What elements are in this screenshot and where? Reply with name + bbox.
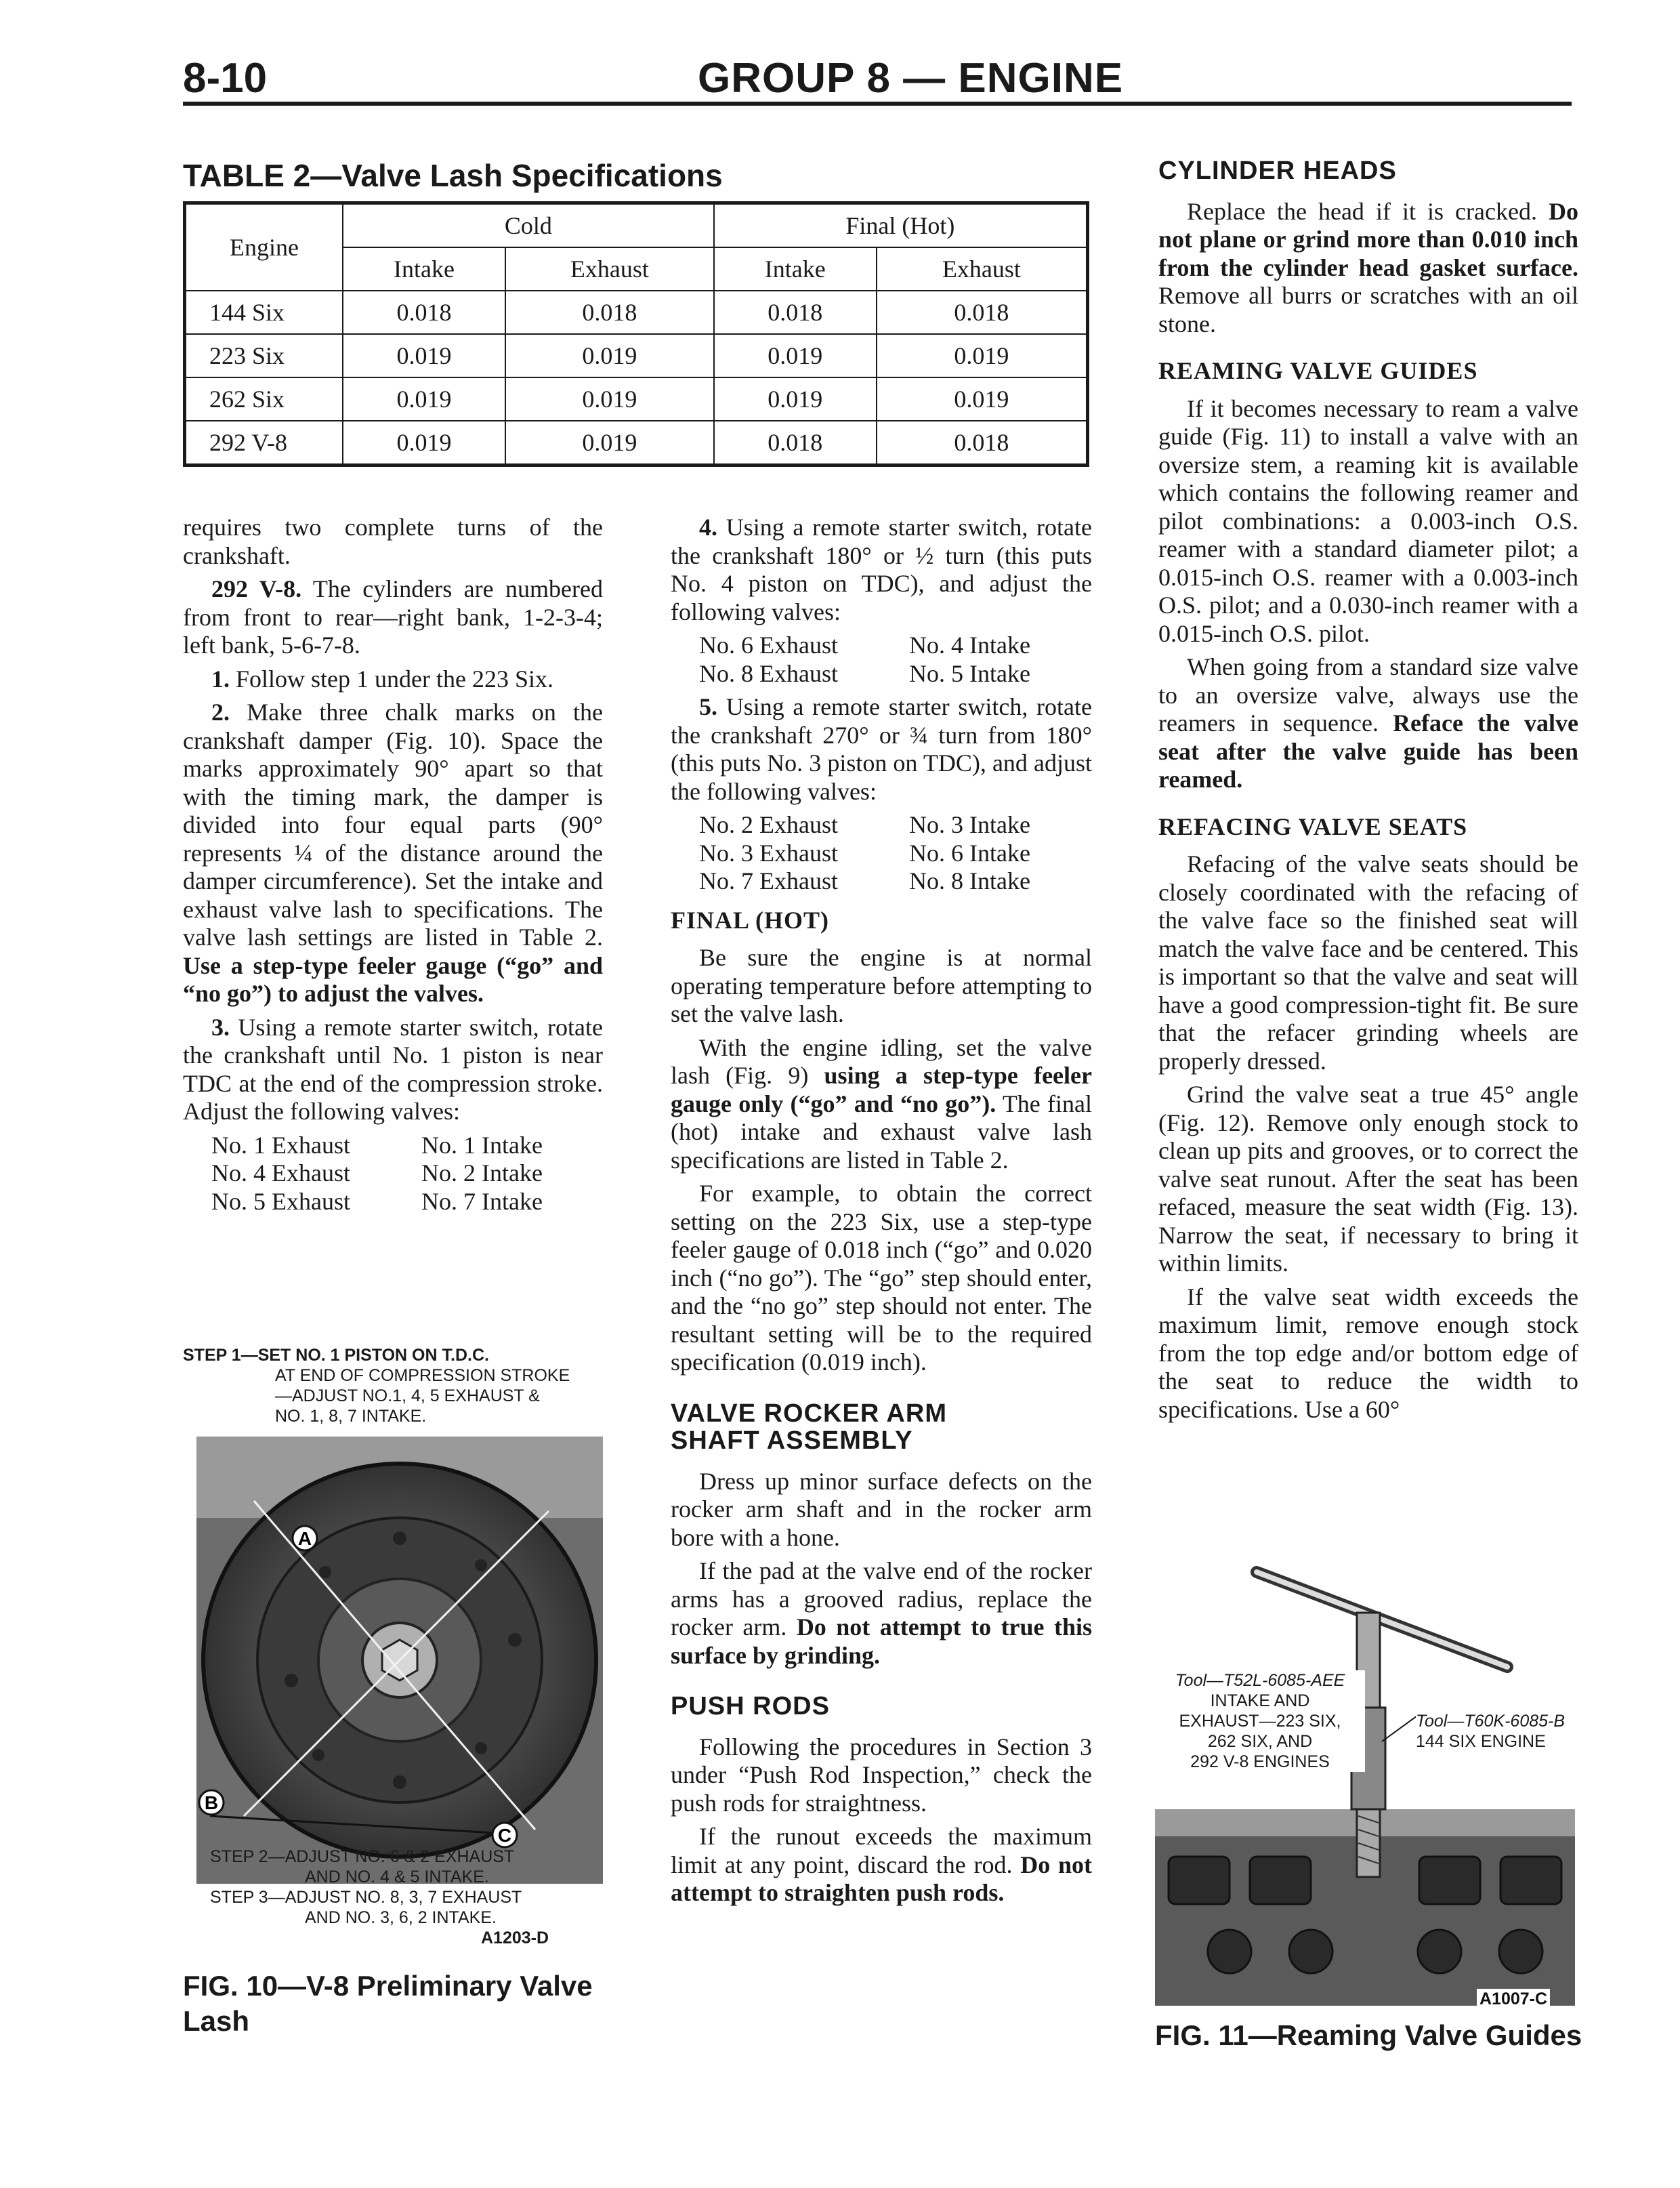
valve-list-row	[671, 867, 1092, 896]
step1-callout	[183, 1345, 570, 1426]
paragraph: requires two complete turns of the crankshaft.	[183, 514, 603, 569]
table-cell: 0.019	[505, 377, 714, 421]
paragraph: If it becomes necessary to ream a valve guide (Fig. 11) to install a valve with an oversize stem, a reaming kit is available which contains the following reamer and pilot combinations: a 0.003-inch O.S. reamer with a standard diameter pilot; a 0.015-inch O.S. reamer with a 0.003-inch O.S. pilot; and a 0.030-inch reamer with a 0.015-inch O.S. pilot.	[1158, 394, 1578, 647]
bold-text: Do not plane or grind more than 0.010 inch from the cylinder head gasket surface.	[1158, 197, 1578, 281]
heading-line: VALVE ROCKER ARM	[671, 1399, 947, 1428]
text: If the runout exceeds the maximum limit at any point, discard the rod.	[671, 1823, 1092, 1878]
table-cell: 0.018	[877, 421, 1088, 466]
bold-text: Use a step-type feeler gauge (“go” and “no go”) to adjust the valves.	[183, 951, 603, 1007]
step-3	[183, 1014, 603, 1126]
callout-line: STEP 2—ADJUST NO. 6 & 2 EXHAUST	[210, 1847, 515, 1866]
paragraph	[1158, 198, 1578, 339]
step-number: 1.	[211, 665, 230, 693]
table-cell: 292 V-8	[185, 421, 343, 466]
exhaust-valve: No. 4 Exhaust	[211, 1159, 350, 1186]
intake-valve: No. 7 Intake	[421, 1187, 543, 1215]
table-subheader-exhaust: Exhaust	[877, 247, 1088, 291]
reamer-tool-photo	[1155, 1552, 1575, 2012]
step-number: 2.	[211, 699, 230, 726]
section-heading-final-hot: FINAL (HOT)	[671, 906, 830, 934]
paragraph	[671, 1823, 1092, 1907]
table-cell: 0.018	[714, 421, 877, 466]
exhaust-valve: No. 6 Exhaust	[699, 632, 838, 659]
table-row	[185, 291, 1088, 334]
table-cell: 0.019	[714, 377, 877, 421]
text: Follow step 1 under the 223 Six.	[230, 665, 553, 693]
step-4	[671, 514, 1092, 626]
crankshaft-damper-photo	[196, 1437, 603, 1884]
table-cell: 0.018	[343, 291, 505, 334]
figure-11-caption: FIG. 11—Reaming Valve Guides	[1155, 2019, 1582, 2051]
label-b: B	[204, 1792, 219, 1813]
text: Using a remote starter switch, rotate the crankshaft 180° or ½ turn (this puts No. 4 piston on TDC), and adjust the following valves:	[671, 514, 1092, 625]
paragraph: Dress up minor surface defects on the rocker arm shaft and in the rocker arm bore with a hone.	[671, 1467, 1092, 1551]
figure-10-caption	[183, 1968, 593, 2039]
paragraph	[671, 1557, 1092, 1670]
page-header	[183, 47, 1572, 122]
section-heading-reaming: REAMING VALVE GUIDES	[1158, 357, 1478, 384]
text: Replace the head if it is cracked.	[1187, 197, 1549, 225]
step-number: 4.	[699, 514, 717, 541]
step-1	[183, 665, 603, 694]
valve-list-row	[183, 1132, 603, 1160]
table-cell: 0.019	[343, 334, 505, 377]
table-header-engine: Engine	[185, 203, 343, 291]
text: The cylinders are numbered from front to rear—right bank, 1-2-3-4; left bank, 5-6-7-8.	[183, 575, 604, 659]
callout-line: NO. 1, 8, 7 INTAKE.	[275, 1407, 427, 1426]
paragraph: Be sure the engine is at normal operating temperature before attempting to set the valve lash.	[671, 944, 1092, 1027]
run-in-heading: 292 V-8.	[211, 575, 302, 602]
text: The final (hot) intake and exhaust valve lash specifications are listed in Table 2.	[671, 1090, 1092, 1174]
text: Remove all burrs or scratches with an oil stone.	[1158, 282, 1578, 337]
section-heading-cylinder-heads: CYLINDER HEADS	[1158, 157, 1397, 185]
paragraph: For example, to obtain the correct setting on the 223 Six, use a step-type feeler gauge of 0.018 inch (“go” and 0.020 inch (“no go”). The “go” step should enter, and the “no go” step should not enter. The resultant setting will be to the required specification (0.019 inch).	[671, 1180, 1092, 1376]
tool2-callout	[1416, 1711, 1565, 1752]
group-title: GROUP 8 — ENGINE	[698, 55, 1124, 102]
step-5	[671, 693, 1092, 806]
table-cell: 0.019	[877, 334, 1088, 377]
column-1	[183, 514, 603, 1216]
exhaust-valve: No. 8 Exhaust	[699, 659, 838, 687]
label-c: C	[497, 1825, 512, 1846]
caption-line: Lash	[183, 2005, 250, 2037]
table-header-cold: Cold	[343, 203, 714, 248]
bold-text: Do not attempt to straighten push rods.	[671, 1851, 1092, 1906]
page-number: 8-10	[183, 55, 268, 102]
table-header-final-hot: Final (Hot)	[714, 203, 1088, 248]
table-subheader-intake: Intake	[714, 247, 877, 291]
valve-lash-table	[183, 201, 1089, 467]
valve-list-row	[183, 1159, 603, 1188]
exhaust-valve: No. 5 Exhaust	[211, 1187, 350, 1215]
table-cell: 0.018	[505, 291, 714, 334]
paragraph: If the valve seat width exceeds the maximum limit, remove enough stock from the top edge and/or bottom edge of the seat to reduce the width to specifications. Use a 60°	[1158, 1283, 1578, 1423]
table-cell: 0.019	[877, 377, 1088, 421]
intake-valve: No. 5 Intake	[909, 659, 1030, 687]
paragraph: Following the procedures in Section 3 under “Push Rod Inspection,” check the push rods for straightness.	[671, 1733, 1092, 1817]
step-number: 5.	[699, 693, 717, 720]
paragraph	[671, 1034, 1092, 1175]
table-subheader-intake: Intake	[343, 247, 505, 291]
callout-line: INTAKE AND	[1210, 1691, 1310, 1710]
table-cell: 0.019	[343, 377, 505, 421]
text: Using a remote starter switch, rotate the crankshaft 270° or ¾ turn from 180° (this puts No. 3 piston on TDC), and adjust the following valves:	[671, 693, 1092, 805]
exhaust-valve: No. 2 Exhaust	[699, 811, 838, 838]
bold-text: using a step-type feeler gauge only (“go” and “no go”).	[671, 1062, 1092, 1117]
bold-text: Reface the valve seat after the valve guide has been reamed.	[1158, 709, 1578, 793]
paragraph	[183, 575, 603, 660]
valve-list-row	[671, 840, 1092, 868]
paragraph: Refacing of the valve seats should be closely coordinated with the refacing of the valve face so the finished seat will match the valve face and be centered. This is important so that the valve and seat will have a good compression-tight fit. Be sure that the refacer grinding wheels are properly dressed.	[1158, 850, 1578, 1075]
step-number: 3.	[211, 1013, 230, 1041]
column-2	[671, 514, 1092, 1913]
callout-line: Tool—T60K-6085-B	[1416, 1712, 1566, 1731]
table-cell: 0.018	[877, 291, 1088, 334]
table-cell: 262 Six	[185, 377, 343, 421]
text: Using a remote starter switch, rotate the crankshaft until No. 1 piston is near TDC at the end of the compression stroke. Adjust the following valves:	[183, 1013, 603, 1125]
paragraph	[1158, 653, 1578, 794]
section-heading-rocker-arm	[671, 1400, 1092, 1454]
intake-valve: No. 6 Intake	[909, 839, 1030, 867]
callout-line: Tool—T52L-6085-AEE	[1175, 1671, 1345, 1690]
table-cell: 0.018	[714, 291, 877, 334]
exhaust-valve: No. 7 Exhaust	[699, 867, 838, 894]
text: With the engine idling, set the valve lash (Fig. 9)	[671, 1033, 1092, 1089]
table-cell: 0.019	[505, 334, 714, 377]
table-cell: 223 Six	[185, 334, 343, 377]
paragraph: Grind the valve seat a true 45° angle (Fig. 12). Remove only enough stock to clean up pits and grooves, or to correct the valve seat runout. After the seat has been refaced, measure the seat width (Fig. 13). Narrow the seat, if necessary to bring it within limits.	[1158, 1081, 1578, 1277]
section-heading-push-rods: PUSH RODS	[671, 1692, 830, 1720]
heading-line: SHAFT ASSEMBLY	[671, 1426, 913, 1455]
valve-list-row	[671, 811, 1092, 840]
table-cell: 144 Six	[185, 291, 343, 334]
callout-line: AND NO. 3, 6, 2 INTAKE.	[305, 1908, 497, 1927]
callout-line: AND NO. 4 & 5 INTAKE.	[305, 1867, 489, 1886]
table-row	[185, 334, 1088, 377]
callout-line: STEP 3—ADJUST NO. 8, 3, 7 EXHAUST	[210, 1888, 522, 1907]
callout-line: STEP 1—SET NO. 1 PISTON ON T.D.C.	[183, 1346, 489, 1365]
exhaust-valve: No. 1 Exhaust	[211, 1131, 350, 1159]
caption-line: FIG. 10—V-8 Preliminary Valve	[183, 1970, 593, 2002]
step2-step3-callout	[210, 1846, 549, 1948]
text: If the pad at the valve end of the rocker arms has a grooved radius, replace the rocker arm.	[671, 1557, 1092, 1640]
table-cell: 0.019	[343, 421, 505, 466]
table-subheader-exhaust: Exhaust	[505, 247, 714, 291]
callout-line: EXHAUST—223 SIX,	[1179, 1712, 1341, 1731]
step-2	[183, 699, 603, 1008]
tool1-callout	[1155, 1670, 1365, 1772]
figure-code: A1203-D	[481, 1928, 549, 1947]
table-row	[185, 377, 1088, 421]
figure-11	[1155, 1552, 1582, 2053]
intake-valve: No. 1 Intake	[421, 1131, 543, 1159]
label-a: A	[297, 1528, 312, 1549]
callout-line: 144 SIX ENGINE	[1416, 1732, 1546, 1751]
intake-valve: No. 8 Intake	[909, 867, 1030, 894]
bold-text: Do not attempt to true this surface by grinding.	[671, 1613, 1093, 1669]
section-heading-refacing: REFACING VALVE SEATS	[1158, 812, 1468, 840]
text: Make three chalk marks on the crankshaft damper (Fig. 10). Space the marks approximately 90° apart so that with the timing mark, the damper is divided into four equal parts (90° represents ¼ of the distance around the damper circumference). Set the intake and exhaust valve lash to specifications. The valve lash settings are listed in Table 2.	[183, 699, 603, 951]
callout-line: 262 SIX, AND	[1207, 1732, 1313, 1751]
exhaust-valve: No. 3 Exhaust	[699, 839, 838, 867]
table-cell: 0.019	[714, 334, 877, 377]
figure-10	[183, 1345, 616, 2053]
callout-line: 292 V-8 ENGINES	[1190, 1752, 1330, 1771]
text: When going from a standard size valve to an oversize valve, always use the reamers in sequence.	[1158, 653, 1578, 737]
valve-list-row	[671, 660, 1092, 688]
table-row	[185, 421, 1088, 466]
valve-list-row	[671, 632, 1092, 660]
intake-valve: No. 2 Intake	[421, 1159, 543, 1186]
table-title: TABLE 2—Valve Lash Specifications	[183, 158, 723, 193]
callout-line: —ADJUST NO.1, 4, 5 EXHAUST &	[275, 1386, 540, 1405]
callout-line: AT END OF COMPRESSION STROKE	[275, 1366, 570, 1385]
column-3	[1158, 157, 1578, 1429]
intake-valve: No. 3 Intake	[909, 811, 1030, 838]
table-cell: 0.019	[505, 421, 714, 466]
intake-valve: No. 4 Intake	[909, 632, 1030, 659]
header-rule	[183, 102, 1572, 106]
figure-code: A1007-C	[1477, 1989, 1550, 2009]
valve-list-row	[183, 1188, 603, 1216]
